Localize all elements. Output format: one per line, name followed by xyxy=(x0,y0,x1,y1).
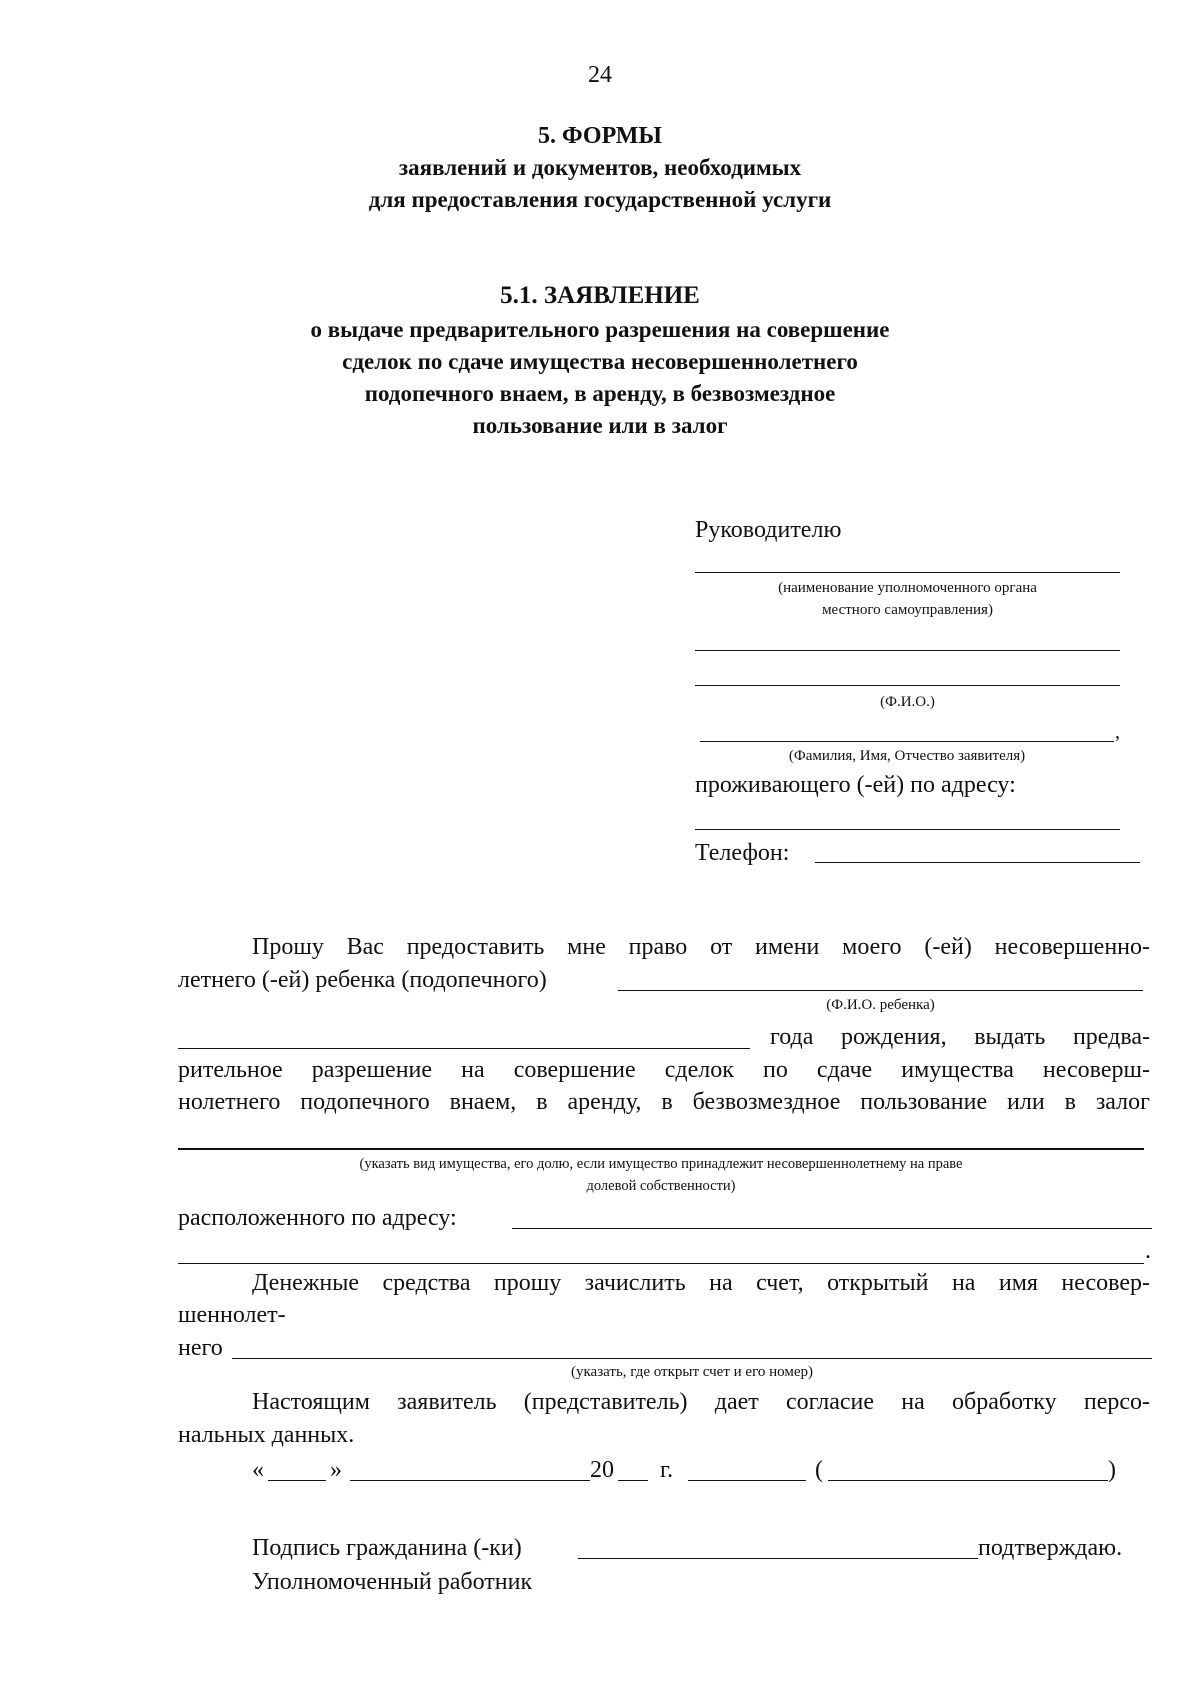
org-caption-2: местного самоуправления) xyxy=(822,602,993,618)
application-subtitle-line-4: пользование или в залог xyxy=(472,413,728,438)
date-g: г. xyxy=(660,1457,674,1483)
org-name-line-2[interactable] xyxy=(695,650,1120,651)
signature-line-short[interactable] xyxy=(688,1480,806,1481)
birth-year-line[interactable] xyxy=(178,1048,750,1049)
authorized-label: Уполномоченный работник xyxy=(252,1569,533,1595)
date-month-line[interactable] xyxy=(350,1480,590,1481)
confirm-label: подтверждаю. xyxy=(978,1535,1123,1561)
p3-line-1-text: Настоящим заявитель (представитель) дает согласие на обработку персо- xyxy=(252,1389,1150,1415)
fio-caption: (Ф.И.О.) xyxy=(880,694,935,710)
p2-line-1-text: Денежные средства прошу зачислить на счет, открытый на имя несовер- xyxy=(252,1270,1150,1296)
account-line[interactable] xyxy=(232,1358,1152,1359)
name-decode-line[interactable] xyxy=(828,1480,1108,1481)
property-address-line-1[interactable] xyxy=(512,1228,1152,1229)
p1-line-2: летнего (-ей) ребенка (подопечного) xyxy=(178,967,547,993)
org-caption-1: (наименование уполномоченного органа xyxy=(778,580,1037,596)
application-subtitle-line-3: подопечного внаем, в аренду, в безвозмездное xyxy=(364,381,836,406)
property-address-line-2[interactable] xyxy=(178,1263,1144,1264)
property-caption-1: (указать вид имущества, его долю, если имущество принадлежит несовершеннолетнему на праве xyxy=(359,1156,963,1172)
date-open-quote: « xyxy=(252,1457,264,1483)
p2-line-1 xyxy=(252,1268,1150,1298)
applicant-name-line[interactable] xyxy=(700,741,1114,742)
application-title: 5.1. ЗАЯВЛЕНИЕ xyxy=(500,282,700,309)
child-name-line[interactable] xyxy=(618,990,1143,991)
section-title: 5. ФОРМЫ xyxy=(538,123,662,149)
child-caption: (Ф.И.О. ребенка) xyxy=(826,997,935,1013)
section-subtitle-line-2: для предоставления государственной услуги xyxy=(368,187,832,212)
p1-line-4 xyxy=(178,1055,1150,1085)
org-name-line[interactable] xyxy=(695,572,1120,573)
property-caption-2: долевой собственности) xyxy=(586,1178,736,1194)
p1-line-3: года рождения, выдать предва- xyxy=(770,1024,1150,1050)
date-year-line[interactable] xyxy=(618,1480,648,1481)
p1-line-4-text: рительное разрешение на совершение сделок по сдаче имущества несоверш- xyxy=(178,1057,1150,1083)
located-label: расположенного по адресу: xyxy=(178,1205,457,1231)
addressee-to: Руководителю xyxy=(695,517,842,543)
p3-line-1 xyxy=(252,1387,1150,1417)
application-subtitle-line-2: сделок по сдаче имущества несовершеннолетнего xyxy=(342,349,858,374)
paren-close: ) xyxy=(1108,1457,1116,1483)
address-line[interactable] xyxy=(695,829,1120,830)
p3-line-2: нальных данных. xyxy=(178,1422,355,1448)
p1-line-1 xyxy=(252,932,1150,962)
p1-line-5-text: нолетнего подопечного внаем, в аренду, в безвозмездное пользование или в залог xyxy=(178,1089,1150,1115)
account-caption: (указать, где открыт счет и его номер) xyxy=(571,1364,813,1380)
date-year-prefix: 20 xyxy=(590,1457,614,1483)
citizen-signature-line[interactable] xyxy=(578,1558,978,1559)
phone-label: Телефон: xyxy=(695,840,790,866)
applicant-caption: (Фамилия, Имя, Отчество заявителя) xyxy=(788,748,1026,764)
application-subtitle-line-1: о выдаче предварительного разрешения на совершение xyxy=(310,317,890,342)
head-fio-line[interactable] xyxy=(695,685,1120,686)
period: . xyxy=(1145,1238,1151,1264)
p1-line-1-text: Прошу Вас предоставить мне право от имени моего (-ей) несовершенно- xyxy=(252,934,1150,960)
date-close-quote: » xyxy=(330,1457,342,1483)
p2-line-3: него xyxy=(178,1335,223,1361)
page-number: 24 xyxy=(588,62,612,88)
date-day-line[interactable] xyxy=(268,1480,326,1481)
p2-line-2: шеннолет- xyxy=(178,1302,286,1328)
paren-open: ( xyxy=(815,1457,823,1483)
property-line[interactable] xyxy=(178,1148,1144,1150)
p1-line-5 xyxy=(178,1087,1150,1117)
comma: , xyxy=(1115,721,1120,743)
signature-label: Подпись гражданина (-ки) xyxy=(252,1535,522,1561)
section-subtitle-line-1: заявлений и документов, необходимых xyxy=(398,155,802,180)
residing-label: проживающего (-ей) по адресу: xyxy=(695,772,1016,798)
phone-line[interactable] xyxy=(815,862,1140,863)
